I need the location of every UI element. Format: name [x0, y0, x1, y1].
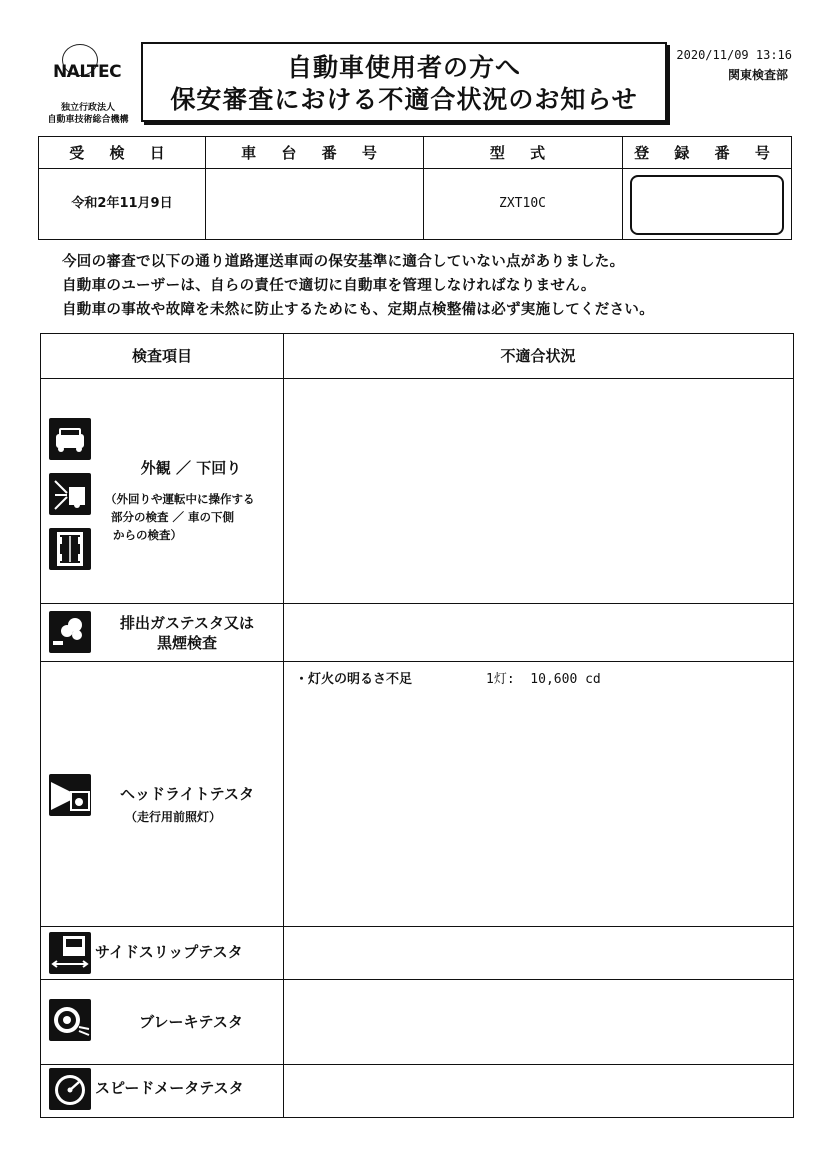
logo-text: NALTEC	[52, 62, 122, 82]
row-divider	[41, 603, 793, 604]
title-line-1: 自動車使用者の方へ	[286, 53, 521, 82]
row-label-exhaust-2: 黒煙検査	[156, 634, 217, 652]
header-registration-number: 登 録 番 号	[634, 144, 780, 162]
car-light-icon	[49, 473, 91, 515]
row-label-exterior: 外観 ／ 下回り	[140, 459, 242, 477]
row-divider	[41, 1064, 793, 1065]
org-line-2: 自動車技術総合機構	[47, 115, 129, 125]
main-col-divider	[283, 334, 284, 1117]
row-label-headlight: ヘッドライトテスタ	[120, 785, 254, 803]
row-label-exhaust-1: 排出ガステスタ又は	[119, 614, 255, 632]
exhaust-smoke-icon	[49, 611, 91, 653]
notice-line-2: 自動車のユーザーは、自らの責任で適切に自動車を管理しなければなりません。	[62, 278, 596, 294]
registration-number-box	[630, 175, 784, 235]
org-line-1: 独立行政法人	[60, 103, 115, 113]
row-sub-exterior-3: からの検査）	[113, 528, 182, 542]
title-line-2: 保安審査における不適合状況のお知らせ	[170, 85, 638, 114]
car-front-icon	[49, 418, 91, 460]
header-model-type: 型 式	[489, 144, 556, 162]
row-divider	[41, 979, 793, 980]
row-label-brake: ブレーキテスタ	[139, 1013, 243, 1031]
notice-line-3: 自動車の事故や故障を未然に防止するためにも、定期点検整備は必ず実施してください。	[62, 302, 654, 318]
row-divider	[41, 378, 793, 379]
row-label-speedometer: スピードメータテスタ	[95, 1079, 244, 1097]
row-divider	[41, 926, 793, 927]
notice-line-1: 今回の審査で以下の通り道路運送車両の保安基準に適合していない点がありました。	[62, 254, 625, 270]
row-divider	[41, 661, 793, 662]
row-label-side-slip: サイドスリップテスタ	[95, 943, 243, 961]
column-header-status: 不適合状況	[500, 347, 576, 365]
row-sub-exterior-1: （外回りや運転中に操作する	[105, 492, 255, 506]
header-inspection-date: 受 検 日	[69, 144, 175, 162]
chassis-number-value	[205, 169, 423, 239]
finding-headlight-item: ・灯火の明るさ不足	[295, 672, 413, 687]
row-sub-exterior-2: 部分の検査 ／ 車の下側	[111, 510, 235, 524]
headlight-icon	[49, 774, 91, 816]
inspection-table	[40, 333, 794, 1118]
speedometer-icon	[49, 1068, 91, 1110]
side-slip-icon	[49, 932, 91, 974]
row-sub-headlight: （走行用前照灯）	[125, 810, 222, 824]
inspection-date-value: 令和2年11月9日	[71, 196, 173, 211]
column-header-item: 検査項目	[131, 347, 192, 365]
print-timestamp: 2020/11/09 13:16	[676, 48, 792, 62]
brake-icon	[49, 999, 91, 1041]
vehicle-info-table	[38, 136, 792, 240]
undercarriage-icon	[49, 528, 91, 570]
header-chassis-number: 車 台 番 号	[241, 144, 387, 162]
office-name: 関東検査部	[727, 68, 788, 82]
finding-headlight-value: 1灯: 10,600 cd	[486, 672, 601, 687]
model-type-value: ZXT10C	[499, 196, 546, 211]
